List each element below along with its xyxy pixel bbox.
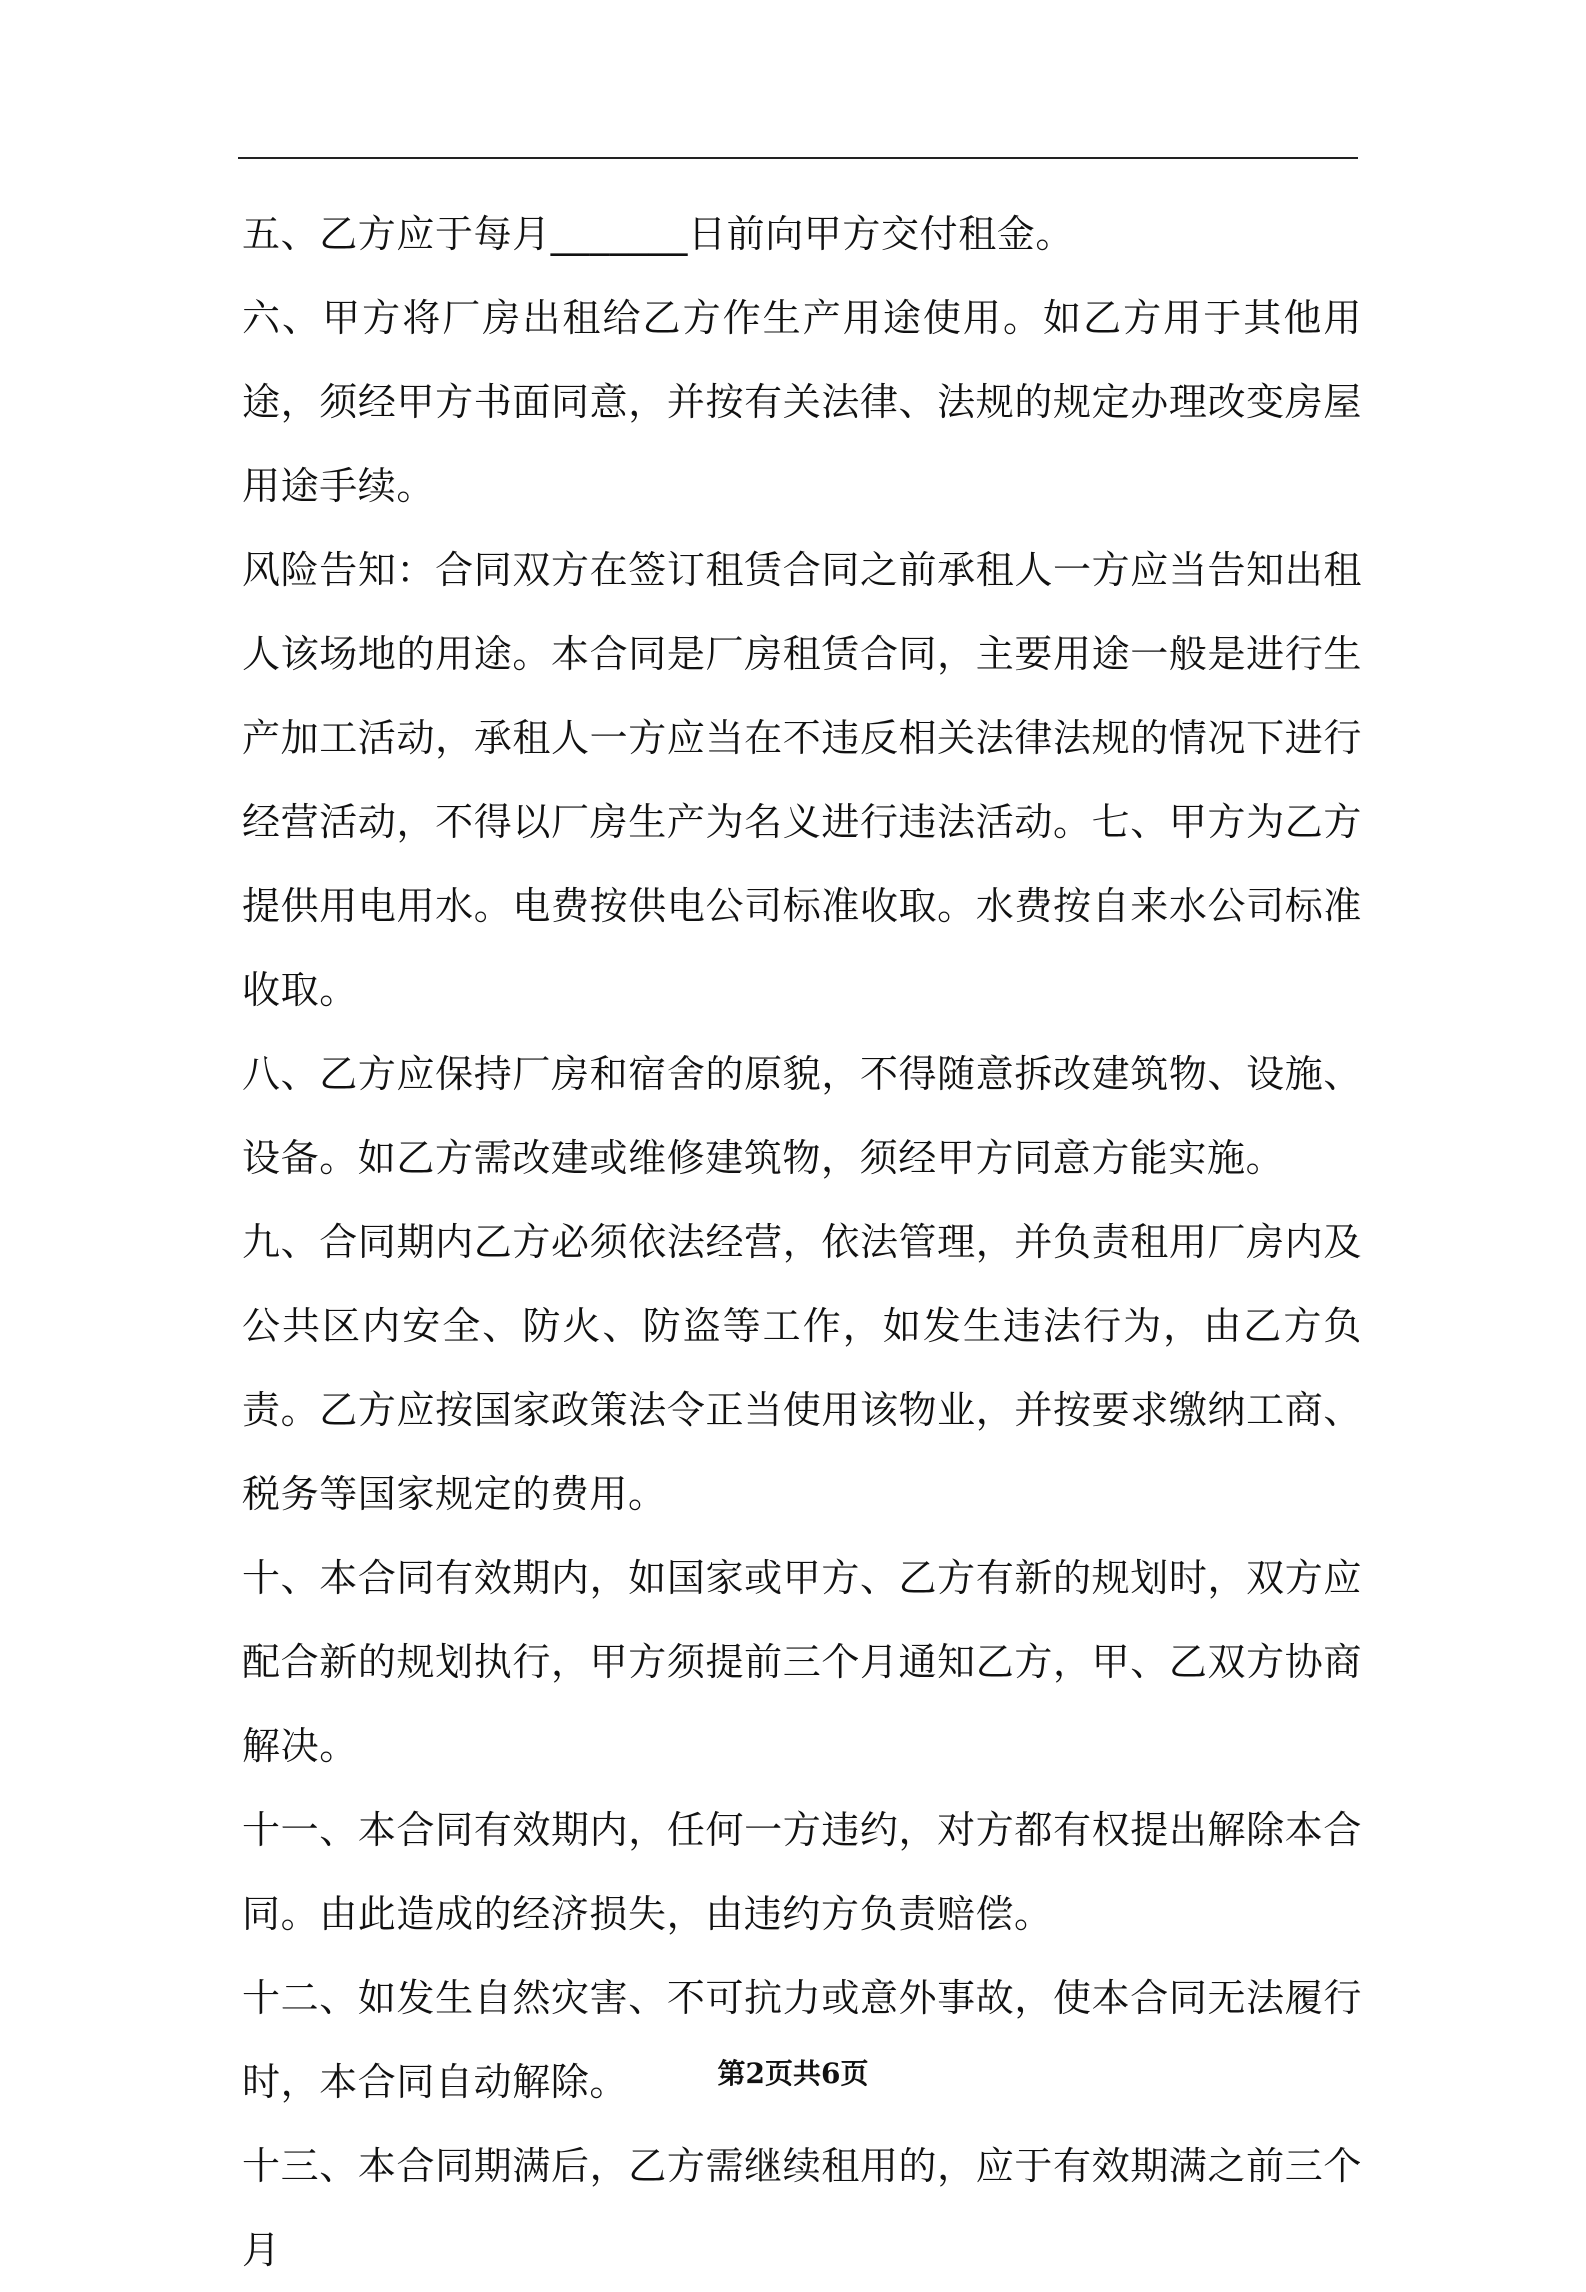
clause-6: 六、甲方将厂房出租给乙方作生产用途使用。如乙方用于其他用途，须经甲方书面同意，并按有关法律、法规的规定办理改变房屋用途手续。: [242, 296, 1362, 508]
clause-13: 十三、本合同期满后，乙方需继续租用的，应于有效期满之前三个月: [242, 2144, 1362, 2272]
clause-8: 八、乙方应保持厂房和宿舍的原貌，不得随意拆改建筑物、设施、设备。如乙方需改建或维修建筑物，须经甲方同意方能实施。: [242, 1052, 1362, 1180]
document-body: [242, 192, 1362, 2292]
clause-11: 十一、本合同有效期内，任何一方违约，对方都有权提出解除本合同。由此造成的经济损失，由违约方负责赔偿。: [242, 1808, 1362, 1936]
page-number: 第2页共6页: [717, 2057, 869, 2090]
clause-5: 五、乙方应于每月_______日前向甲方交付租金。: [242, 212, 1075, 256]
header-rule: [238, 157, 1358, 159]
clause-10: 十、本合同有效期内，如国家或甲方、乙方有新的规划时，双方应配合新的规划执行，甲方须提前三个月通知乙方，甲、乙双方协商解决。: [242, 1556, 1362, 1768]
clause-9: 九、合同期内乙方必须依法经营，依法管理，并负责租用厂房内及公共区内安全、防火、防盗等工作，如发生违法行为，由乙方负责。乙方应按国家政策法令正当使用该物业，并按要求缴纳工商、税务等国家规定的费用。: [242, 1220, 1362, 1516]
risk-notice-clause-7: 风险告知：合同双方在签订租赁合同之前承租人一方应当告知出租人该场地的用途。本合同是厂房租赁合同，主要用途一般是进行生产加工活动，承租人一方应当在不违反相关法律法规的情况下进行经营活动，不得以厂房生产为名义进行违法活动。七、甲方为乙方提供用电用水。电费按供电公司标准收取。水费按自来水公司标准收取。: [242, 548, 1362, 1012]
clause-12: 十二、如发生自然灾害、不可抗力或意外事故，使本合同无法履行时，本合同自动解除。: [242, 1976, 1362, 2104]
